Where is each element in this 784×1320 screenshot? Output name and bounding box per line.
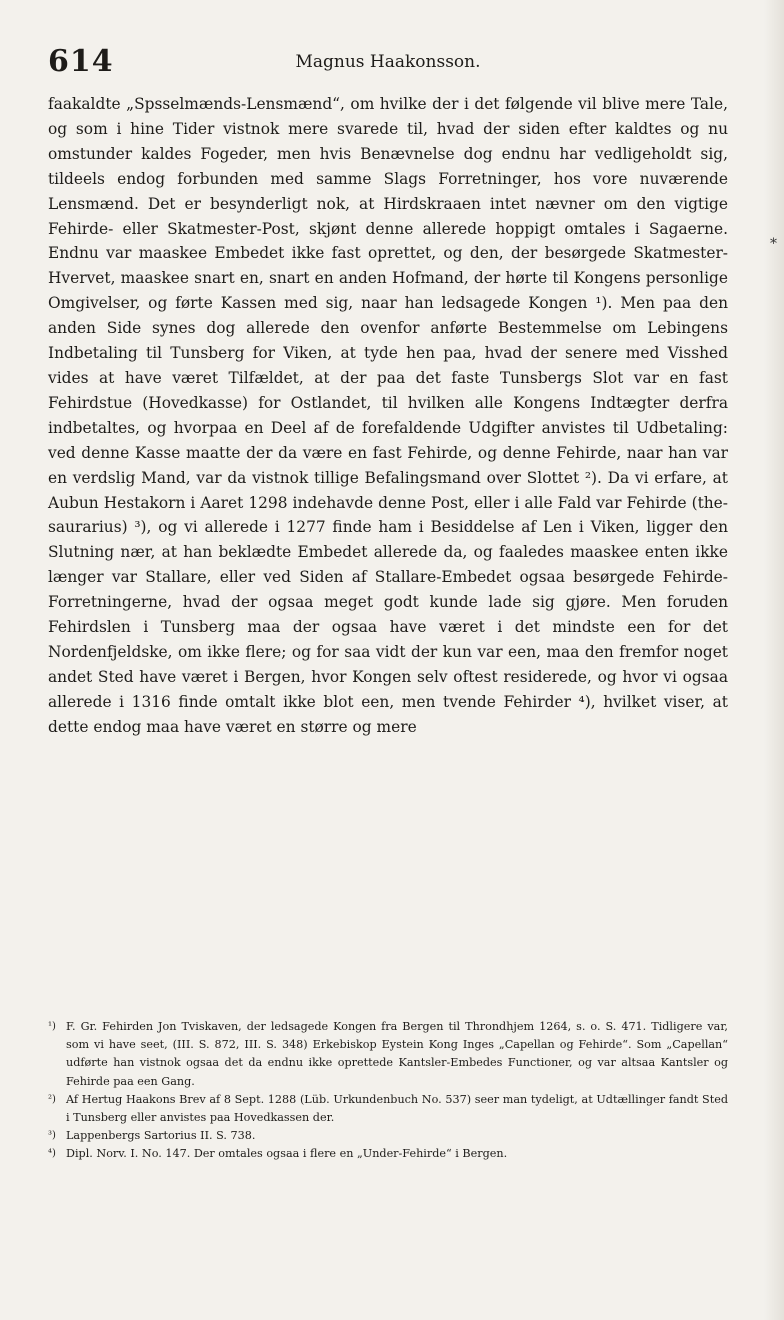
main-text — [48, 92, 728, 740]
footnote-mark: ²) — [48, 1093, 56, 1105]
footnote-text: Lappenbergs Sartorius II. S. 738. — [66, 1129, 256, 1143]
footnote-text: Af Hertug Haakons Brev af 8 Sept. 1288 (Lüb. Urkundenbuch No. 537) seer man tydeligt, at Udtællinger fandt Sted i Tunsberg eller anvistes paa Hovedkassen der. — [66, 1092, 728, 1125]
footnote-mark: ⁴) — [48, 1148, 56, 1160]
margin-mark: * — [770, 236, 777, 252]
footnote-text: Dipl. Norv. I. No. 147. Der omtales ogsaa i flere en „Under-Fehirde“ i Bergen. — [66, 1147, 508, 1161]
footnote-mark: ¹) — [48, 1021, 56, 1032]
running-head: Magnus Haakonsson. — [295, 52, 481, 72]
footnote — [48, 1127, 728, 1145]
footnote — [48, 1145, 728, 1163]
footnote — [48, 1018, 728, 1091]
footnote — [48, 1091, 728, 1127]
page-number: 614 — [48, 44, 114, 79]
page-header — [48, 44, 728, 80]
footnote-mark: ³) — [48, 1130, 56, 1142]
footnotes — [48, 1018, 728, 1164]
page-edge — [764, 0, 784, 1320]
paragraph: faakaldte „Spsselmænds-Lensmænd“, om hvilke der i det følgende vil blive mere Tale, og som i hine Tider vistnok mere svarede til, hvad der siden efter kaldtes og nu omstunder kaldes Fogeder, men hvis Benævnelse dog endnu har vedligeholdt sig, tildeels endog forbunden med samme Slags Forretninger, hos vore nuværende Lensmænd. Det er besynderligt nok, at Hirdskraaen intet nævner om den vigtige Fehirde- eller Skatmester-Post, skjønt denne allerede hoppigt omtales i Sagaerne. Endnu var maaskee Embedet ikke fast oprettet, og den, der besørgede Skatmester-Hvervet, maaskee snart en, snart en anden Hofmand, der hørte til Kongens personlige Omgivelser, og førte Kassen med sig, naar han ledsagede Kongen ¹). Men paa den anden Side synes dog allerede den ovenfor anførte Bestemmelse om Lebingens Indbetaling til Tunsberg for Viken, at tyde hen paa, hvad der senere med Visshed vides at have været Tilfældet, at der paa det faste Tunsbergs Slot var en fast Fehirdstue (Hovedkasse) for Ostlandet, til hvilken alle Kongens Indtægter derfra indbetaltes, og hvorpaa en Deel af de forefaldende Udgifter anvistes til Udbetaling: ved denne Kasse maatte der da være en fast Fehirde, og denne Fehirde, naar han var en verdslig Mand, var da vistnok tillige Befalingsmand over Slottet ²). Da vi erfare, at Aubun Hestakorn i Aaret 1298 indehavde denne Post, eller i alle Fald var Fehirde (the-saurarius) ³), og vi allerede i 1277 finde ham i Besiddelse af Len i Viken, ligger den Slutning nær, at han beklædte Embedet allerede da, og faaledes maaskee enten ikke længer var Stallare, eller ved Siden af Stallare-Embedet ogsaa besørgede Fehirde-Forretningerne, hvad der ogsaa meget godt kunde lade sig gjøre. Men foruden Fehirdslen i Tunsberg maa der ogsaa have været i det mindste een for det Nordenfjeldske, om ikke flere; og for saa vidt der kun var een, maa den fremfor noget andet Sted have været i Bergen, hvor Kongen selv oftest residerede, og hvor vi ogsaa allerede i 1316 finde omtalt ikke blot een, men tvende Fehirder ⁴), hvilket viser, at dette endog maa have været en større og mere — [48, 95, 728, 736]
footnote-text: F. Gr. Fehirden Jon Tviskaven, der ledsagede Kongen fra Bergen til Throndhjem 1264, s. o. S. 471. Tidligere var, som vi have seet, (III. S. 872, III. S. 348) Erkebiskop Eystein Kong Inges „Capellan og Fehirde“. Som „Capellan“ udførte han vistnok ogsaa det da endnu ikke oprettede Kantsler-Embedes Functioner, og var altsaa Kantsler og Fehirde paa een Gang. — [66, 1020, 728, 1088]
